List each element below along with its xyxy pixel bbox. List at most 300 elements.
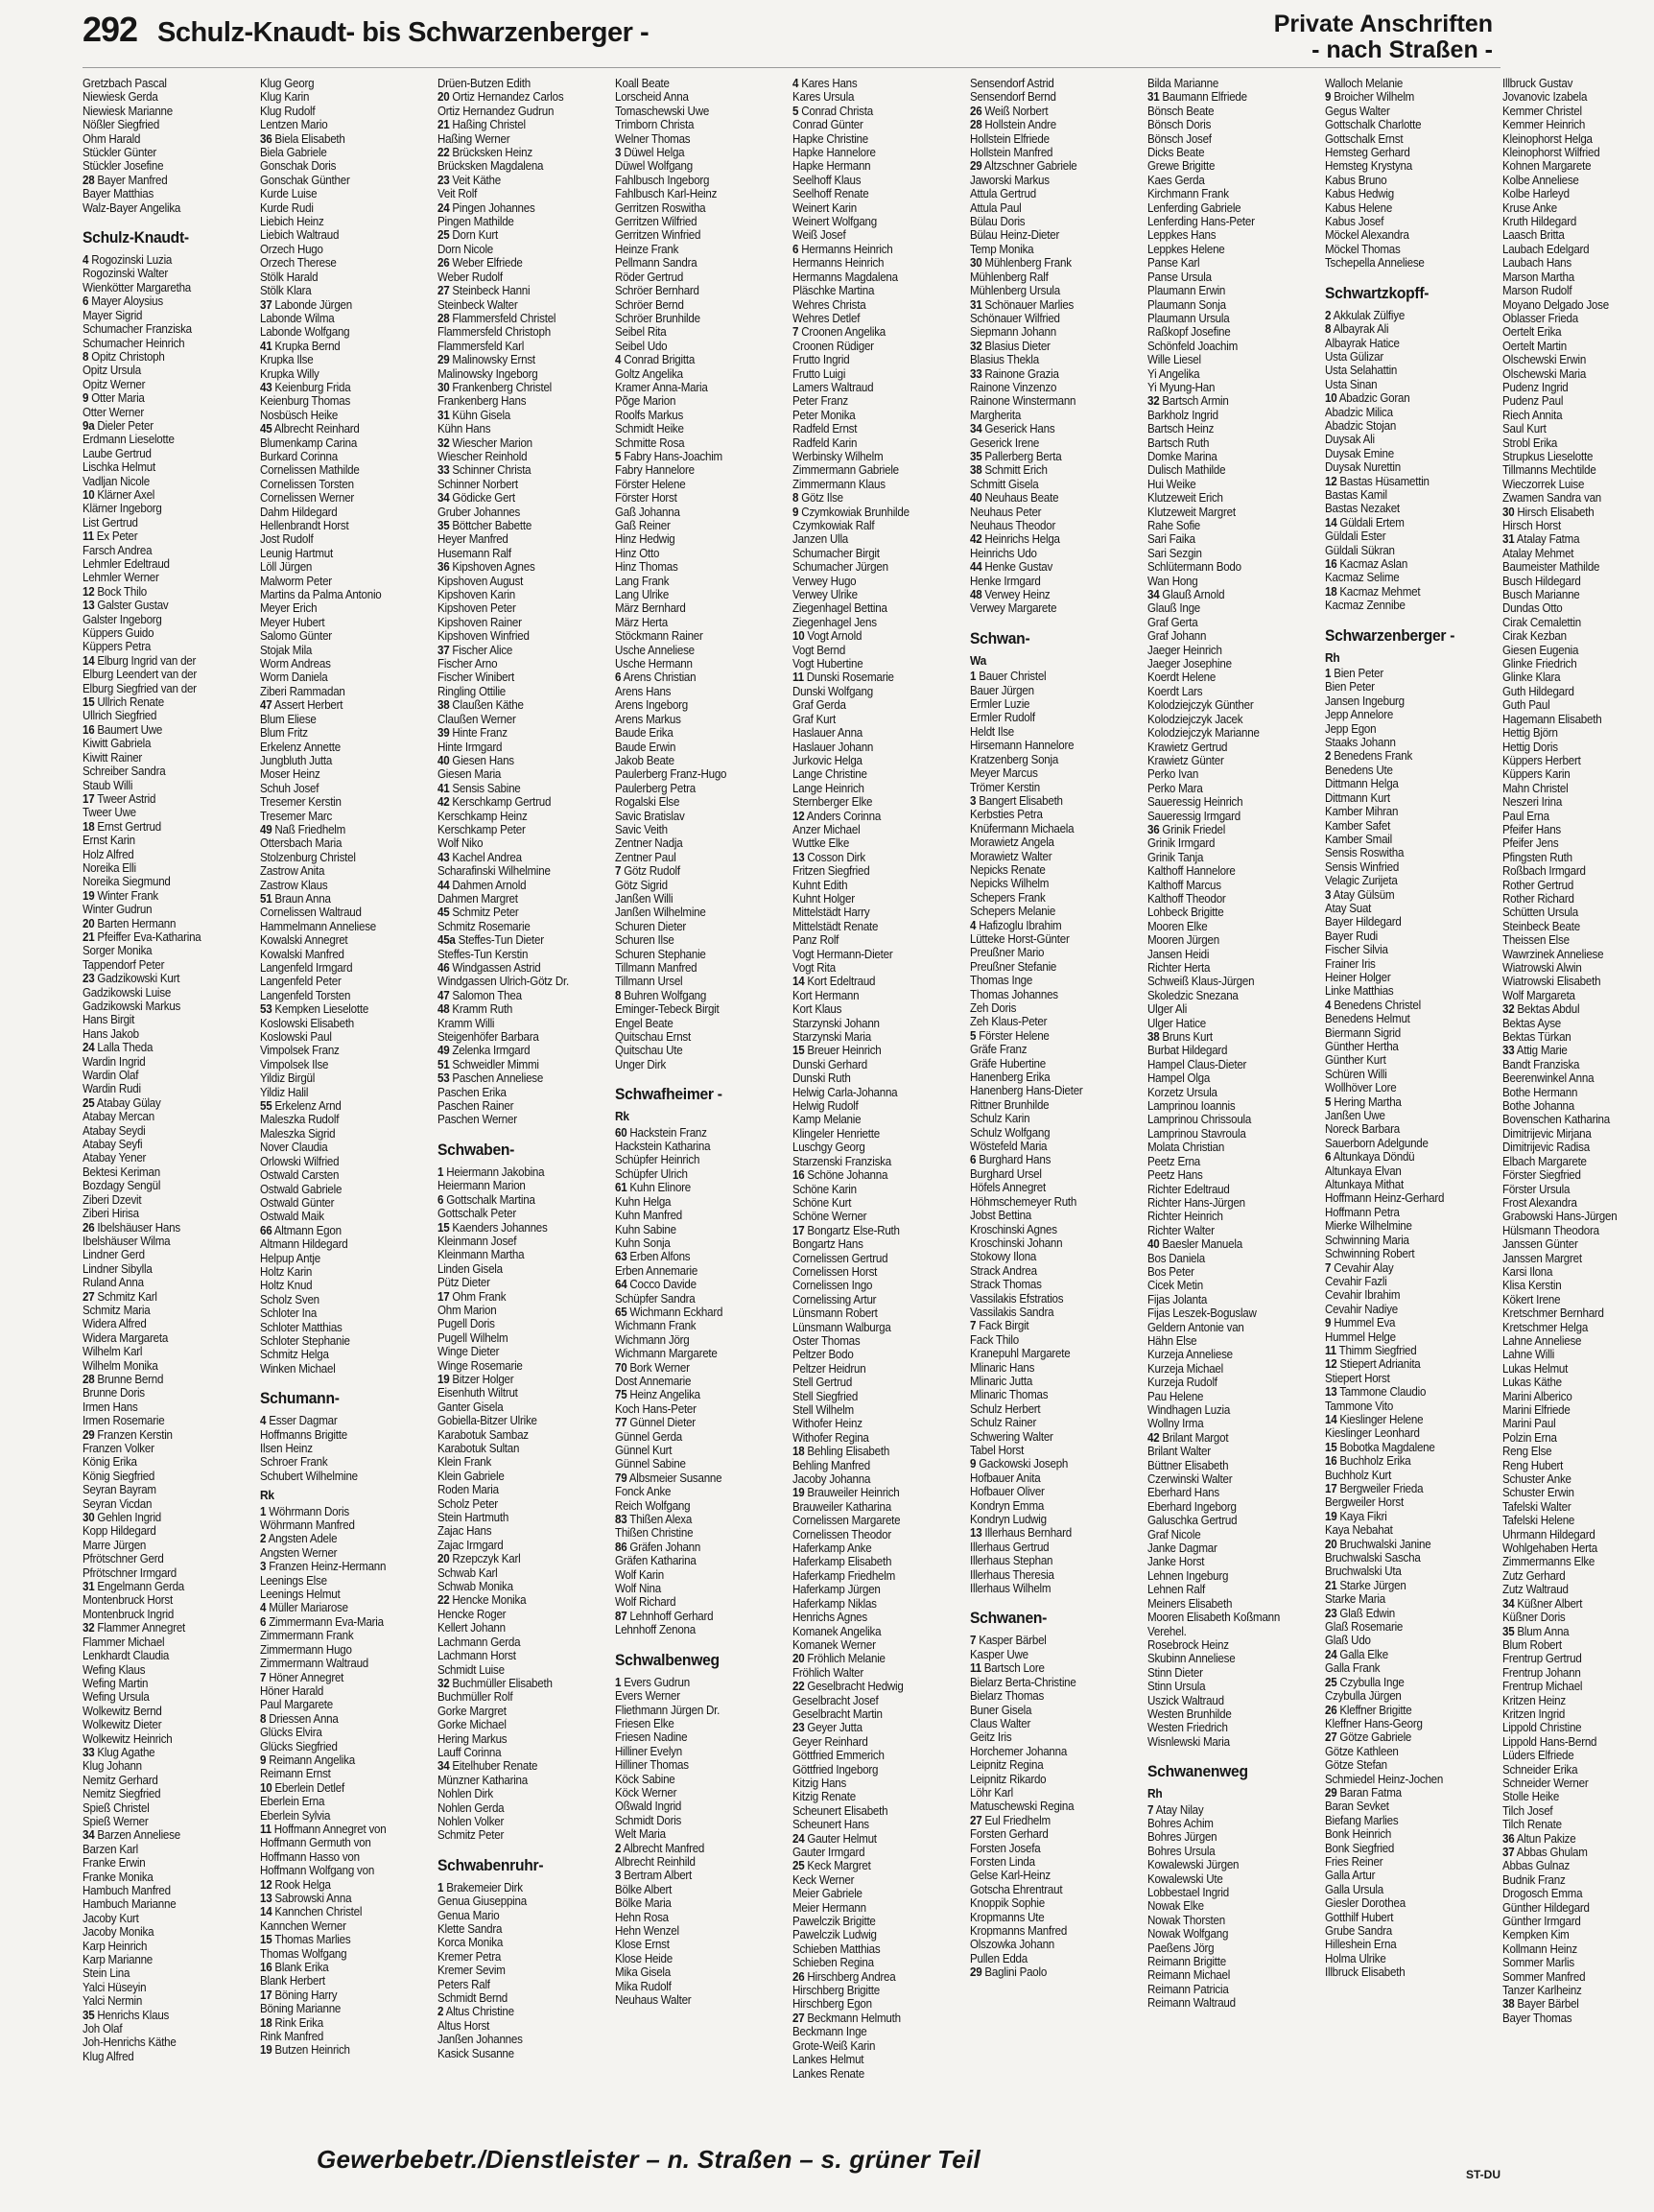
directory-entry — [1502, 228, 1654, 242]
directory-entry — [83, 1787, 234, 1800]
resident-name: Schmitz Peter — [437, 1828, 505, 1843]
directory-entry — [615, 1745, 767, 1758]
resident-name: Steinbeck Walter — [437, 297, 518, 312]
resident-name: Olschewski Erwin — [1502, 353, 1587, 367]
resident-name: Opitz Christoph — [91, 349, 165, 364]
directory-entry — [83, 1608, 234, 1621]
resident-name: Pudenz Ingrid — [1502, 380, 1569, 394]
directory-entry — [437, 975, 589, 988]
resident-name: Schüpfer Ulrich — [615, 1166, 688, 1181]
directory-entry — [83, 834, 234, 847]
directory-entry — [970, 835, 1122, 849]
house-number: 4 — [83, 253, 89, 268]
resident-name: Ottersbach Maria — [260, 836, 343, 851]
resident-name: Kowalewski Ute — [1147, 1871, 1223, 1886]
directory-entry — [615, 201, 767, 215]
directory-entry — [437, 1400, 589, 1414]
directory-entry — [437, 271, 589, 284]
house-number: 1 — [615, 1675, 622, 1689]
resident-name: Götze Gabriele — [1339, 1730, 1412, 1745]
directory-entry — [615, 1306, 767, 1319]
directory-entry — [1502, 629, 1654, 643]
resident-name: Irmen Hans — [83, 1400, 138, 1414]
resident-name: Trimborn Christa — [615, 118, 695, 132]
directory-entry — [260, 671, 412, 684]
directory-entry — [437, 782, 589, 795]
resident-name: Albrecht Reinhard — [273, 422, 360, 436]
directory-entry — [1147, 1735, 1299, 1749]
directory-entry — [792, 713, 944, 726]
directory-entry — [260, 215, 412, 228]
directory-entry — [1502, 463, 1654, 477]
resident-name: Hinz Thomas — [615, 560, 678, 575]
directory-entry — [615, 1526, 767, 1540]
directory-entry — [1325, 1206, 1477, 1219]
directory-entry — [83, 1801, 234, 1815]
resident-name: Burbat Hildegard — [1147, 1044, 1228, 1058]
directory-entry — [83, 433, 234, 446]
house-number: 25 — [83, 1095, 95, 1110]
resident-name: Holz Alfred — [83, 847, 134, 861]
resident-name: Kamber Smail — [1325, 832, 1393, 846]
house-number: 25 — [792, 1859, 805, 1873]
resident-name: Fabry Hannelore — [615, 463, 695, 478]
directory-entry — [1502, 1790, 1654, 1803]
directory-entry — [83, 848, 234, 861]
resident-name: Kurde Rudi — [260, 200, 314, 215]
resident-name: Brauweiler Heinrich — [807, 1486, 900, 1500]
directory-entry — [792, 1915, 944, 1928]
directory-entry — [970, 118, 1122, 131]
directory-entry — [1502, 1597, 1654, 1611]
resident-name: Korca Monika — [437, 1936, 504, 1950]
resident-name: Grinik Friedel — [1162, 822, 1226, 836]
resident-name: Joh-Henrichs Käthe — [83, 2036, 177, 2050]
house-number: 40 — [437, 753, 450, 767]
directory-entry — [970, 547, 1122, 560]
resident-name: Seelhoff Renate — [792, 187, 869, 201]
resident-name: Winter Frank — [97, 888, 158, 903]
directory-entry — [615, 948, 767, 961]
resident-name: Moser Heinz — [260, 767, 320, 782]
directory-entry — [615, 1869, 767, 1882]
resident-name: Glauß Arnold — [1162, 588, 1225, 602]
resident-name: Förster Ursula — [1502, 1182, 1571, 1196]
directory-entry — [437, 2005, 589, 2018]
resident-name: Tillmann Ursel — [615, 975, 683, 989]
directory-entry — [615, 187, 767, 200]
resident-name: Kowalski Manfred — [260, 947, 344, 961]
resident-name: Czymkowiak Ralf — [792, 519, 875, 532]
directory-entry — [1325, 1592, 1477, 1606]
resident-name: Czerwinski Walter — [1147, 1472, 1233, 1487]
directory-entry — [1502, 1321, 1654, 1334]
resident-name: Eisenhuth Wiltrut — [437, 1386, 518, 1400]
resident-name: Hafizoglu Ibrahim — [979, 918, 1062, 932]
directory-entry — [437, 767, 589, 781]
resident-name: Kruse Anke — [1502, 200, 1557, 215]
resident-name: Schwab Karl — [437, 1565, 498, 1580]
resident-name: Fack Birgit — [979, 1319, 1029, 1333]
directory-entry — [970, 1388, 1122, 1401]
directory-entry — [792, 228, 944, 242]
directory-entry — [437, 381, 589, 394]
resident-name: Wan Hong — [1147, 574, 1198, 588]
directory-entry — [615, 1513, 767, 1526]
resident-name: Hinte Irmgard — [437, 740, 503, 754]
resident-name: Eberhard Hans — [1147, 1486, 1219, 1500]
directory-entry — [615, 271, 767, 284]
directory-entry — [792, 961, 944, 975]
resident-name: Kemmer Heinrich — [1502, 118, 1586, 132]
resident-name: Schepers Frank — [970, 890, 1046, 905]
resident-name: Düwel Wolfgang — [615, 159, 693, 174]
resident-name: Hapke Hermann — [792, 159, 871, 174]
directory-entry — [615, 713, 767, 726]
resident-name: Holtz Knud — [260, 1279, 313, 1293]
house-number: 13 — [792, 850, 805, 864]
house-number: 6 — [437, 1192, 444, 1207]
resident-name: Joh Olaf — [83, 2022, 123, 2036]
directory-entry — [260, 713, 412, 726]
house-number: 8 — [615, 988, 622, 1002]
directory-entry — [1325, 1538, 1477, 1551]
resident-name: Fijas Jolanta — [1147, 1292, 1208, 1306]
directory-entry — [1147, 1417, 1299, 1430]
directory-entry — [1147, 1141, 1299, 1154]
house-number: 36 — [1502, 1831, 1515, 1846]
resident-name: Kerschkamp Peter — [437, 822, 526, 836]
directory-entry — [437, 1991, 589, 2005]
street-heading: Schwafheimer - — [615, 1085, 722, 1104]
resident-name: Hackstein Katharina — [615, 1140, 711, 1154]
directory-entry — [83, 1455, 234, 1469]
resident-name: Kipshoven Peter — [437, 601, 516, 616]
resident-name: Morawietz Angela — [970, 835, 1054, 850]
resident-name: Höfels Annegret — [970, 1181, 1047, 1195]
footer-code: ST-DU — [1466, 2168, 1500, 2181]
resident-name: Höner Annegret — [269, 1670, 344, 1684]
resident-name: Opitz Ursula — [83, 364, 141, 378]
directory-entry — [83, 1912, 234, 1925]
resident-name: Steinbeck Beate — [1502, 919, 1580, 933]
directory-entry — [83, 917, 234, 930]
resident-name: Krawietz Günter — [1147, 753, 1224, 767]
resident-name: Reimann Brigitte — [1147, 1955, 1226, 1969]
directory-entry — [1502, 1168, 1654, 1182]
resident-name: Koslowski Paul — [260, 1030, 332, 1045]
directory-entry — [615, 532, 767, 546]
directory-entry — [792, 1099, 944, 1113]
resident-name: Veit Rolf — [437, 187, 478, 201]
directory-entry — [1147, 754, 1299, 767]
resident-name: Kuhn Manfred — [615, 1209, 683, 1223]
directory-entry — [83, 1290, 234, 1304]
resident-name: Kiwitt Gabriela — [83, 737, 152, 751]
directory-entry — [83, 1400, 234, 1414]
directory-entry — [792, 1763, 944, 1777]
resident-name: Verwey Heinz — [984, 588, 1051, 602]
house-number: 49 — [260, 822, 272, 836]
resident-name: Oblasser Frieda — [1502, 311, 1578, 325]
directory-entry — [792, 1168, 944, 1182]
resident-name: Franzen Kerstin — [97, 1427, 173, 1442]
directory-entry — [970, 1689, 1122, 1703]
directory-entry — [437, 1331, 589, 1345]
directory-entry — [1325, 391, 1477, 405]
house-number: 19 — [83, 888, 95, 903]
resident-name: Nepicks Renate — [970, 862, 1046, 877]
directory-entry — [792, 879, 944, 892]
resident-name: Lehmler Werner — [83, 571, 159, 585]
directory-entry — [260, 1740, 412, 1753]
resident-name: Hilliner Evelyn — [615, 1744, 682, 1758]
resident-name: Reimann Patricia — [1147, 1982, 1229, 1996]
directory-entry — [615, 1911, 767, 1924]
resident-name: Förster Helene — [615, 477, 686, 491]
resident-name: Hehn Wenzel — [615, 1924, 679, 1938]
house-number: 14 — [260, 1905, 272, 1919]
resident-name: Lüders Elfriede — [1502, 1749, 1574, 1763]
directory-entry — [1502, 394, 1654, 408]
directory-entry — [1325, 585, 1477, 599]
directory-entry — [1502, 1265, 1654, 1279]
resident-name: Schröer Bernd — [615, 297, 684, 312]
house-number: 29 — [970, 1965, 982, 1980]
resident-name: Steffes-Tun Kerstin — [437, 947, 529, 961]
resident-name: Strack Andrea — [970, 1263, 1037, 1278]
resident-name: Blank Herbert — [260, 1974, 325, 1988]
resident-name: Rogalski Else — [615, 795, 680, 810]
house-number: 70 — [615, 1360, 627, 1375]
directory-entry — [970, 243, 1122, 256]
resident-name: Mierke Wilhelmine — [1325, 1219, 1412, 1234]
directory-entry — [1147, 77, 1299, 90]
resident-name: Dunski Rosemarie — [806, 671, 894, 685]
directory-entry — [1502, 616, 1654, 629]
resident-name: Fijas Leszek-Boguslaw — [1147, 1306, 1257, 1321]
resident-name: Stell Wilhelm — [792, 1403, 854, 1417]
resident-name: Lentzen Mario — [260, 118, 328, 132]
directory-entry — [970, 711, 1122, 724]
directory-entry — [792, 1859, 944, 1872]
directory-entry — [1147, 1707, 1299, 1721]
directory-entry — [792, 1086, 944, 1099]
resident-name: Dunski Ruth — [792, 1071, 851, 1086]
directory-entry — [83, 1966, 234, 1980]
directory-entry — [260, 478, 412, 491]
directory-entry — [615, 1181, 767, 1194]
resident-name: Tweer Uwe — [83, 806, 136, 820]
directory-entry — [260, 601, 412, 615]
resident-name: Fack Thilo — [970, 1332, 1019, 1347]
directory-entry — [83, 1317, 234, 1330]
resident-name: Böttcher Babette — [452, 519, 532, 532]
resident-name: Cornelissen Margarete — [792, 1514, 901, 1528]
directory-entry — [792, 1252, 944, 1265]
resident-name: Dorn Nicole — [437, 242, 494, 256]
directory-entry — [792, 1666, 944, 1680]
house-number: 27 — [83, 1289, 95, 1304]
directory-entry — [1502, 132, 1654, 146]
resident-name: Ziberi Hirisa — [83, 1207, 139, 1221]
directory-entry — [1502, 726, 1654, 740]
resident-name: Jaeger Heinrich — [1147, 643, 1222, 657]
house-number: 17 — [83, 791, 95, 806]
directory-entry — [792, 1362, 944, 1376]
resident-name: Unger Dirk — [615, 1057, 667, 1071]
resident-name: Gräfen Katharina — [615, 1554, 697, 1568]
directory-entry — [792, 1334, 944, 1348]
directory-entry — [1502, 1818, 1654, 1831]
resident-name: Cornelissen Werner — [260, 491, 355, 506]
resident-name: Gobiella-Bitzer Ulrike — [437, 1414, 537, 1428]
resident-name: Glauß Inge — [1147, 601, 1201, 616]
directory-entry — [615, 1554, 767, 1567]
resident-name: Rittner Brunhilde — [970, 1097, 1050, 1112]
directory-entry — [260, 975, 412, 988]
resident-name: Schneider Werner — [1502, 1776, 1589, 1790]
resident-name: Hofbauer Anita — [970, 1471, 1041, 1485]
resident-name: Malinowsky Ernst — [452, 353, 535, 367]
resident-name: Pugell Wilhelm — [437, 1330, 508, 1345]
resident-name: Fabry Hans-Joachim — [624, 449, 722, 463]
directory-entry — [1502, 1569, 1654, 1583]
resident-name: Frentrup Gertrud — [1502, 1652, 1582, 1666]
resident-name: Molata Christian — [1147, 1141, 1225, 1155]
resident-name: Eminger-Tebeck Birgit — [615, 1002, 720, 1017]
directory-entry — [792, 601, 944, 615]
resident-name: Leipnitz Rikardo — [970, 1772, 1047, 1786]
resident-name: Kowalewski Jürgen — [1147, 1858, 1240, 1872]
resident-name: Strobl Erika — [1502, 435, 1558, 450]
resident-name: Dunski Gerhard — [792, 1057, 867, 1071]
resident-name: Hackstein Franz — [629, 1125, 707, 1140]
directory-entry — [83, 1884, 234, 1897]
directory-entry — [1502, 2012, 1654, 2025]
directory-entry — [260, 685, 412, 698]
resident-name: Hinz Otto — [615, 546, 660, 560]
directory-entry — [792, 864, 944, 878]
directory-entry — [970, 325, 1122, 339]
resident-name: Schmitz Peter — [452, 906, 519, 920]
directory-entry — [970, 739, 1122, 752]
resident-name: Bork Werner — [629, 1360, 690, 1375]
directory-entry — [792, 1804, 944, 1818]
directory-entry — [970, 1827, 1122, 1841]
directory-entry — [792, 2025, 944, 2038]
directory-entry — [1502, 1541, 1654, 1555]
directory-entry — [83, 682, 234, 695]
resident-name: Biefang Marlies — [1325, 1813, 1399, 1827]
directory-entry — [1147, 340, 1299, 353]
resident-name: Bielarz Berta-Christine — [970, 1675, 1076, 1689]
directory-entry — [437, 920, 589, 933]
house-number: 48 — [970, 588, 982, 602]
resident-name: Atabay Yener — [83, 1151, 147, 1165]
directory-entry — [1502, 1486, 1654, 1499]
directory-entry — [970, 766, 1122, 780]
resident-name: Wiescher Marion — [452, 435, 532, 450]
house-number: 8 — [260, 1711, 267, 1726]
directory-entry — [437, 1414, 589, 1427]
resident-name: Schönfeld Joachim — [1147, 339, 1238, 353]
directory-entry — [1502, 1638, 1654, 1652]
directory-entry — [1325, 1952, 1477, 1965]
directory-entry — [260, 1334, 412, 1348]
resident-name: Margherita — [970, 408, 1022, 422]
directory-entry — [1325, 1827, 1477, 1841]
resident-name: Blasius Dieter — [984, 339, 1051, 353]
directory-entry — [1325, 1842, 1477, 1855]
resident-name: Haßing Werner — [437, 131, 510, 146]
resident-name: Kritzen Ingrid — [1502, 1706, 1566, 1721]
directory-entry — [1502, 698, 1654, 712]
resident-name: Beckmann Helmuth — [807, 2011, 901, 2025]
directory-entry — [1502, 879, 1654, 892]
directory-entry — [1502, 836, 1654, 850]
resident-name: Olszowka Johann — [970, 1938, 1055, 1952]
directory-entry — [1325, 488, 1477, 502]
resident-name: Kruth Hildegard — [1502, 215, 1577, 229]
house-number: 77 — [615, 1416, 627, 1430]
directory-entry — [1502, 1183, 1654, 1196]
directory-entry — [615, 1209, 767, 1222]
resident-name: Gerritzen Winfried — [615, 228, 701, 243]
directory-entry — [260, 1058, 412, 1071]
resident-name: Frankenberg Hans — [437, 394, 527, 409]
resident-name: Gräfen Johann — [629, 1540, 701, 1554]
directory-entry — [970, 1071, 1122, 1084]
resident-name: Gorke Margret — [437, 1704, 507, 1718]
directory-entry — [1147, 588, 1299, 601]
resident-name: Ortiz Hernandez Carlos — [452, 90, 564, 105]
directory-entry — [615, 1223, 767, 1236]
resident-name: Richter Hans-Jürgen — [1147, 1195, 1245, 1210]
directory-entry — [615, 1030, 767, 1044]
resident-name: Velagic Zurijeta — [1325, 874, 1398, 888]
directory-entry — [437, 616, 589, 629]
resident-name: Löhr Karl — [970, 1785, 1013, 1800]
directory-entry — [615, 1264, 767, 1278]
house-number: 9 — [1325, 1316, 1332, 1330]
house-number: 1 — [437, 1880, 444, 1894]
directory-entry — [260, 1988, 412, 2002]
directory-entry — [615, 1568, 767, 1582]
directory-entry — [792, 1721, 944, 1734]
directory-entry — [437, 1621, 589, 1635]
directory-entry — [1147, 271, 1299, 284]
house-number: 29 — [437, 353, 450, 367]
resident-name: Leppkes Helene — [1147, 242, 1225, 256]
resident-name: Kaya Nebahat — [1325, 1523, 1393, 1538]
resident-name: Oßwald Ingrid — [615, 1800, 682, 1814]
directory-columns — [83, 77, 1618, 2120]
resident-name: Nemitz Gerhard — [83, 1773, 158, 1787]
resident-name: Galster Gustav — [97, 599, 169, 613]
directory-entry — [437, 1221, 589, 1235]
directory-entry — [792, 298, 944, 312]
directory-entry — [1147, 1721, 1299, 1734]
resident-name: Ohm Frank — [452, 1289, 507, 1304]
directory-entry — [1502, 1887, 1654, 1900]
house-number: 65 — [615, 1305, 627, 1319]
resident-name: Lamprinou Ioannis — [1147, 1099, 1236, 1114]
resident-name: Wiatrowski Elisabeth — [1502, 975, 1601, 989]
directory-entry — [260, 1698, 412, 1711]
resident-name: Langenfeld Torsten — [260, 988, 351, 1002]
resident-name: Olschewski Maria — [1502, 366, 1587, 381]
